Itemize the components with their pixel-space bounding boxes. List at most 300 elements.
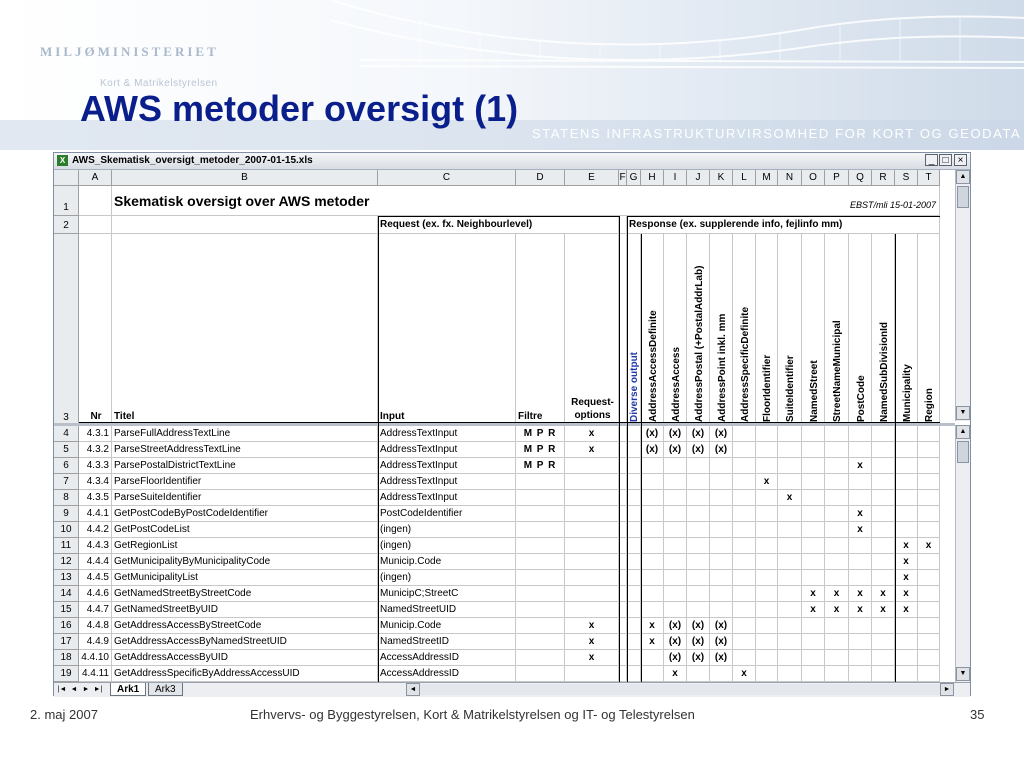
cell-response-mark[interactable] xyxy=(687,602,710,618)
cell-response-mark[interactable] xyxy=(664,602,687,618)
cell-response-mark[interactable] xyxy=(778,570,802,586)
cell-response-mark[interactable] xyxy=(733,650,756,666)
cell-response-mark[interactable] xyxy=(687,522,710,538)
cell-response-mark[interactable] xyxy=(733,618,756,634)
cell-response-mark[interactable] xyxy=(641,666,664,682)
cell-filtre[interactable]: M P R xyxy=(516,426,565,442)
cell-request-options[interactable]: x xyxy=(565,650,619,666)
cell-response-mark[interactable] xyxy=(825,442,849,458)
cell-request-options[interactable] xyxy=(565,490,619,506)
cell-response-mark[interactable] xyxy=(687,554,710,570)
cell-nr[interactable]: 4.3.3 xyxy=(79,458,112,474)
cell-titel[interactable]: GetPostCodeList xyxy=(112,522,378,538)
cell-response-mark[interactable] xyxy=(918,634,940,650)
cell-response-mark[interactable] xyxy=(872,458,895,474)
cell-response-mark[interactable] xyxy=(733,522,756,538)
column-header-c[interactable]: C xyxy=(378,170,516,186)
cell-response-mark[interactable] xyxy=(778,634,802,650)
cell-response-mark[interactable] xyxy=(918,650,940,666)
cell-filtre[interactable] xyxy=(516,618,565,634)
cell-titel[interactable]: ParseFullAddressTextLine xyxy=(112,426,378,442)
cell-response-mark[interactable] xyxy=(802,522,825,538)
cell-response-mark[interactable] xyxy=(756,634,778,650)
cell-response-mark[interactable] xyxy=(802,634,825,650)
cell-response-mark[interactable] xyxy=(627,586,641,602)
cell-response-mark[interactable]: (x) xyxy=(641,426,664,442)
cell-titel[interactable]: ParseStreetAddressTextLine xyxy=(112,442,378,458)
maximize-button[interactable]: □ xyxy=(939,154,952,166)
cell-response-mark[interactable] xyxy=(778,666,802,682)
cell-nr[interactable]: 4.4.5 xyxy=(79,570,112,586)
cell-response-mark[interactable] xyxy=(687,666,710,682)
cell-response-mark[interactable] xyxy=(641,474,664,490)
cell-response-mark[interactable] xyxy=(710,602,733,618)
cell-response-mark[interactable] xyxy=(778,650,802,666)
cell-response-mark[interactable] xyxy=(710,586,733,602)
cell-titel[interactable]: GetAddressAccessByUID xyxy=(112,650,378,666)
cell-filtre[interactable] xyxy=(516,474,565,490)
cell-response-mark[interactable] xyxy=(627,554,641,570)
cell-response-mark[interactable] xyxy=(756,538,778,554)
cell-response-mark[interactable]: x xyxy=(802,602,825,618)
cell-input[interactable]: AddressTextInput xyxy=(378,474,516,490)
cell-response-mark[interactable] xyxy=(664,538,687,554)
cell-filtre[interactable] xyxy=(516,634,565,650)
cell-filtre[interactable] xyxy=(516,522,565,538)
cell-response-mark[interactable] xyxy=(627,570,641,586)
cell-input[interactable]: AddressTextInput xyxy=(378,490,516,506)
cell-input[interactable]: (ingen) xyxy=(378,570,516,586)
vertical-scrollbar-bottom[interactable] xyxy=(955,425,970,682)
pane-split-line[interactable] xyxy=(54,423,955,426)
cell-input[interactable]: AddressTextInput xyxy=(378,442,516,458)
cell-response-mark[interactable] xyxy=(825,506,849,522)
cell-response-mark[interactable] xyxy=(825,554,849,570)
cell-response-mark[interactable]: x xyxy=(849,602,872,618)
horizontal-scroll-track[interactable] xyxy=(420,684,940,695)
row-header-10[interactable]: 10 xyxy=(54,522,79,538)
cell-filtre[interactable] xyxy=(516,602,565,618)
cell-request-options[interactable] xyxy=(565,602,619,618)
cell-response-mark[interactable]: (x) xyxy=(664,618,687,634)
cell-titel[interactable]: GetMunicipalityByMunicipalityCode xyxy=(112,554,378,570)
cell-response-mark[interactable] xyxy=(918,570,940,586)
cell-response-mark[interactable] xyxy=(641,602,664,618)
cell-response-mark[interactable] xyxy=(778,538,802,554)
cell-response-mark[interactable] xyxy=(733,554,756,570)
cell-response-mark[interactable] xyxy=(778,426,802,442)
cell-response-mark[interactable]: x xyxy=(641,634,664,650)
cell-response-mark[interactable] xyxy=(710,522,733,538)
cell-response-mark[interactable] xyxy=(825,474,849,490)
cell-response-mark[interactable] xyxy=(778,554,802,570)
cell-nr[interactable]: 4.3.2 xyxy=(79,442,112,458)
cell-response-mark[interactable] xyxy=(918,490,940,506)
cell-input[interactable]: PostCodeIdentifier xyxy=(378,506,516,522)
cell-response-mark[interactable] xyxy=(849,474,872,490)
cell-response-mark[interactable]: (x) xyxy=(687,442,710,458)
cell-response-mark[interactable] xyxy=(756,666,778,682)
cell-titel[interactable]: GetNamedStreetByStreetCode xyxy=(112,586,378,602)
cell-response-mark[interactable] xyxy=(802,650,825,666)
cell-response-mark[interactable] xyxy=(687,506,710,522)
cell-titel[interactable]: ParsePostalDistrictTextLine xyxy=(112,458,378,474)
cell-response-mark[interactable] xyxy=(918,474,940,490)
row-header-1[interactable]: 1 xyxy=(54,186,79,216)
cell-response-mark[interactable] xyxy=(849,426,872,442)
cell-response-mark[interactable] xyxy=(872,650,895,666)
cell-nr[interactable]: 4.4.11 xyxy=(79,666,112,682)
cell-titel[interactable]: GetAddressAccessByNamedStreetUID xyxy=(112,634,378,650)
cell-response-mark[interactable] xyxy=(687,474,710,490)
cell-response-mark[interactable] xyxy=(733,458,756,474)
column-header-r[interactable]: R xyxy=(872,170,895,186)
cell-response-mark[interactable] xyxy=(778,506,802,522)
cell-response-mark[interactable]: x xyxy=(825,602,849,618)
row-header-14[interactable]: 14 xyxy=(54,586,79,602)
cell-col-f[interactable] xyxy=(619,538,627,554)
last-sheet-button[interactable]: ►| xyxy=(93,686,103,693)
cell-response-mark[interactable]: (x) xyxy=(687,634,710,650)
cell-response-mark[interactable] xyxy=(918,458,940,474)
cell-titel[interactable]: GetAddressAccessByStreetCode xyxy=(112,618,378,634)
cell-input[interactable]: AccessAddressID xyxy=(378,666,516,682)
cell-response-mark[interactable]: x xyxy=(778,490,802,506)
cell-response-mark[interactable] xyxy=(849,618,872,634)
cell-response-mark[interactable] xyxy=(872,474,895,490)
cell-response-mark[interactable] xyxy=(627,666,641,682)
cell-response-mark[interactable] xyxy=(687,458,710,474)
cell-response-mark[interactable]: (x) xyxy=(641,442,664,458)
cell-response-mark[interactable] xyxy=(895,474,918,490)
cell-input[interactable]: Municip.Code xyxy=(378,618,516,634)
cell-col-f[interactable] xyxy=(619,522,627,538)
cell-response-mark[interactable] xyxy=(802,666,825,682)
cell-request-options[interactable] xyxy=(565,666,619,682)
cell-nr[interactable]: 4.4.6 xyxy=(79,586,112,602)
row-header-4[interactable]: 4 xyxy=(54,426,79,442)
cell-col-f[interactable] xyxy=(619,602,627,618)
cell-col-f[interactable] xyxy=(619,650,627,666)
cell-request-options[interactable] xyxy=(565,570,619,586)
cell-response-mark[interactable]: (x) xyxy=(710,634,733,650)
cell-response-mark[interactable] xyxy=(664,522,687,538)
cell-response-mark[interactable] xyxy=(664,474,687,490)
next-sheet-button[interactable]: ► xyxy=(82,686,90,693)
cell-response-mark[interactable] xyxy=(733,586,756,602)
cell-response-mark[interactable] xyxy=(627,618,641,634)
cell-response-mark[interactable] xyxy=(872,442,895,458)
cell-response-mark[interactable] xyxy=(872,554,895,570)
cell-col-f[interactable] xyxy=(619,442,627,458)
cell-response-mark[interactable] xyxy=(733,506,756,522)
cell-response-mark[interactable] xyxy=(849,650,872,666)
cell-response-mark[interactable]: x xyxy=(849,586,872,602)
cell-response-mark[interactable] xyxy=(849,442,872,458)
cell-input[interactable]: Municip.Code xyxy=(378,554,516,570)
cell-response-mark[interactable] xyxy=(849,634,872,650)
column-header-m[interactable]: M xyxy=(756,170,778,186)
column-header-f[interactable]: F xyxy=(619,170,627,186)
cell-filtre[interactable] xyxy=(516,554,565,570)
cell-response-mark[interactable] xyxy=(733,442,756,458)
cell-response-mark[interactable] xyxy=(825,538,849,554)
cell-nr[interactable]: 4.4.10 xyxy=(79,650,112,666)
cell-titel[interactable]: ParseFloorIdentifier xyxy=(112,474,378,490)
cell-input[interactable]: AccessAddressID xyxy=(378,650,516,666)
cell-response-mark[interactable] xyxy=(778,618,802,634)
cell-titel[interactable]: GetNamedStreetByUID xyxy=(112,602,378,618)
cell-response-mark[interactable] xyxy=(825,570,849,586)
cell-response-mark[interactable] xyxy=(733,538,756,554)
cell-response-mark[interactable] xyxy=(802,490,825,506)
cell-response-mark[interactable] xyxy=(918,522,940,538)
cell-response-mark[interactable] xyxy=(664,458,687,474)
row-header-7[interactable]: 7 xyxy=(54,474,79,490)
cell-filtre[interactable] xyxy=(516,650,565,666)
cell-response-mark[interactable] xyxy=(825,490,849,506)
minimize-button[interactable]: _ xyxy=(925,154,938,166)
cell-col-f[interactable] xyxy=(619,490,627,506)
cell-nr[interactable]: 4.4.4 xyxy=(79,554,112,570)
cell-response-mark[interactable] xyxy=(710,490,733,506)
cell-col-f[interactable] xyxy=(619,458,627,474)
row-header-2[interactable]: 2 xyxy=(54,216,79,234)
cell-response-mark[interactable] xyxy=(802,570,825,586)
cell-request-options[interactable]: x xyxy=(565,618,619,634)
cell-response-mark[interactable] xyxy=(825,650,849,666)
cell-response-mark[interactable] xyxy=(872,426,895,442)
cell-response-mark[interactable] xyxy=(664,570,687,586)
cell-response-mark[interactable] xyxy=(802,426,825,442)
cell-response-mark[interactable]: (x) xyxy=(710,650,733,666)
cell-response-mark[interactable] xyxy=(895,666,918,682)
cell-col-f[interactable] xyxy=(619,554,627,570)
cell-request-options[interactable] xyxy=(565,458,619,474)
scroll-left-arrow[interactable]: ◄ xyxy=(406,683,420,696)
cell-response-mark[interactable] xyxy=(756,442,778,458)
cell-response-mark[interactable]: x xyxy=(641,618,664,634)
cell-request-options[interactable] xyxy=(565,586,619,602)
cell-nr[interactable]: 4.4.3 xyxy=(79,538,112,554)
cell-input[interactable]: NamedStreetUID xyxy=(378,602,516,618)
cell-response-mark[interactable] xyxy=(627,650,641,666)
cell-filtre[interactable] xyxy=(516,586,565,602)
row-header-8[interactable]: 8 xyxy=(54,490,79,506)
column-header-i[interactable]: I xyxy=(664,170,687,186)
cell-response-mark[interactable] xyxy=(756,650,778,666)
scroll-right-arrow[interactable]: ► xyxy=(940,683,954,696)
cell-response-mark[interactable] xyxy=(756,570,778,586)
cell-col-f[interactable] xyxy=(619,634,627,650)
scroll-down-arrow-bottom[interactable]: ▼ xyxy=(956,667,970,681)
cell-response-mark[interactable] xyxy=(687,586,710,602)
cell-response-mark[interactable] xyxy=(687,538,710,554)
cell-response-mark[interactable] xyxy=(778,442,802,458)
cell-filtre[interactable]: M P R xyxy=(516,442,565,458)
cell-response-mark[interactable]: x xyxy=(664,666,687,682)
cell-response-mark[interactable] xyxy=(895,426,918,442)
cell-request-options[interactable] xyxy=(565,474,619,490)
cell-response-mark[interactable]: x xyxy=(895,602,918,618)
cell-response-mark[interactable] xyxy=(872,506,895,522)
cell-request-options[interactable] xyxy=(565,506,619,522)
cell-response-mark[interactable]: (x) xyxy=(664,634,687,650)
cell-nr[interactable]: 4.3.1 xyxy=(79,426,112,442)
cell-response-mark[interactable] xyxy=(895,522,918,538)
column-header-d[interactable]: D xyxy=(516,170,565,186)
cell-input[interactable]: (ingen) xyxy=(378,538,516,554)
column-header-g[interactable]: G xyxy=(627,170,641,186)
cell-nr[interactable]: 4.3.5 xyxy=(79,490,112,506)
cell-response-mark[interactable] xyxy=(895,458,918,474)
cell-response-mark[interactable] xyxy=(733,634,756,650)
cell-response-mark[interactable]: (x) xyxy=(664,426,687,442)
cell-response-mark[interactable] xyxy=(627,506,641,522)
cell-response-mark[interactable] xyxy=(825,634,849,650)
select-all-corner[interactable] xyxy=(54,170,79,186)
cell-response-mark[interactable]: x xyxy=(756,474,778,490)
cell-response-mark[interactable] xyxy=(825,666,849,682)
cell-response-mark[interactable]: (x) xyxy=(687,618,710,634)
cell-response-mark[interactable] xyxy=(918,602,940,618)
cell-response-mark[interactable] xyxy=(641,570,664,586)
cell-response-mark[interactable]: x xyxy=(895,570,918,586)
column-header-e[interactable]: E xyxy=(565,170,619,186)
cell-response-mark[interactable] xyxy=(849,554,872,570)
cell-response-mark[interactable]: x xyxy=(849,458,872,474)
cell-response-mark[interactable]: (x) xyxy=(687,650,710,666)
cell-response-mark[interactable] xyxy=(733,602,756,618)
cell-nr[interactable]: 4.4.1 xyxy=(79,506,112,522)
cell-response-mark[interactable] xyxy=(756,602,778,618)
column-header-a[interactable]: A xyxy=(79,170,112,186)
cell-filtre[interactable] xyxy=(516,490,565,506)
row-header-17[interactable]: 17 xyxy=(54,634,79,650)
cell-response-mark[interactable] xyxy=(627,634,641,650)
cell-response-mark[interactable] xyxy=(778,602,802,618)
cell-response-mark[interactable]: (x) xyxy=(710,426,733,442)
cell-response-mark[interactable] xyxy=(641,554,664,570)
cell-response-mark[interactable] xyxy=(895,634,918,650)
cell-response-mark[interactable] xyxy=(778,474,802,490)
cell-response-mark[interactable] xyxy=(872,666,895,682)
cell-input[interactable]: MunicipC;StreetC xyxy=(378,586,516,602)
cell-response-mark[interactable] xyxy=(872,634,895,650)
cell-input[interactable]: AddressTextInput xyxy=(378,458,516,474)
cell-col-f[interactable] xyxy=(619,586,627,602)
vertical-scrollbar-top[interactable] xyxy=(955,170,970,421)
cell-filtre[interactable] xyxy=(516,506,565,522)
cell-response-mark[interactable] xyxy=(641,506,664,522)
scroll-down-arrow-top[interactable]: ▼ xyxy=(956,406,970,420)
cell-response-mark[interactable] xyxy=(802,474,825,490)
cell-response-mark[interactable] xyxy=(849,490,872,506)
cell-nr[interactable]: 4.4.2 xyxy=(79,522,112,538)
row-header-16[interactable]: 16 xyxy=(54,618,79,634)
scroll-thumb-bottom[interactable] xyxy=(957,441,969,463)
cell-response-mark[interactable] xyxy=(627,458,641,474)
cell-response-mark[interactable] xyxy=(825,522,849,538)
cell-response-mark[interactable] xyxy=(641,586,664,602)
cell-response-mark[interactable] xyxy=(918,554,940,570)
cell-response-mark[interactable] xyxy=(641,458,664,474)
cell-response-mark[interactable] xyxy=(756,490,778,506)
cell-response-mark[interactable] xyxy=(710,538,733,554)
column-header-b[interactable]: B xyxy=(112,170,378,186)
cell-input[interactable]: AddressTextInput xyxy=(378,426,516,442)
row-header-15[interactable]: 15 xyxy=(54,602,79,618)
cell-response-mark[interactable] xyxy=(872,618,895,634)
cell-response-mark[interactable] xyxy=(802,538,825,554)
cell-nr[interactable]: 4.3.4 xyxy=(79,474,112,490)
cell-response-mark[interactable] xyxy=(641,538,664,554)
cell-response-mark[interactable] xyxy=(872,538,895,554)
row-header-12[interactable]: 12 xyxy=(54,554,79,570)
cell-response-mark[interactable] xyxy=(918,506,940,522)
cell-response-mark[interactable] xyxy=(756,522,778,538)
column-header-p[interactable]: P xyxy=(825,170,849,186)
row-header-6[interactable]: 6 xyxy=(54,458,79,474)
column-header-o[interactable]: O xyxy=(802,170,825,186)
cell-response-mark[interactable] xyxy=(895,490,918,506)
cell-response-mark[interactable] xyxy=(918,586,940,602)
cell-response-mark[interactable] xyxy=(664,586,687,602)
sheet-tab-ark3[interactable]: Ark3 xyxy=(148,683,183,696)
cell-response-mark[interactable] xyxy=(627,490,641,506)
cell-response-mark[interactable] xyxy=(627,522,641,538)
cell-titel[interactable]: GetMunicipalityList xyxy=(112,570,378,586)
cell-response-mark[interactable] xyxy=(802,618,825,634)
cell-response-mark[interactable] xyxy=(756,586,778,602)
cell-response-mark[interactable]: x xyxy=(825,586,849,602)
cell-response-mark[interactable]: x xyxy=(802,586,825,602)
column-header-n[interactable]: N xyxy=(778,170,802,186)
cell-col-f[interactable] xyxy=(619,666,627,682)
scroll-up-arrow-top[interactable]: ▲ xyxy=(956,170,970,184)
column-header-q[interactable]: Q xyxy=(849,170,872,186)
cell-response-mark[interactable]: (x) xyxy=(710,442,733,458)
cell-response-mark[interactable] xyxy=(641,490,664,506)
column-header-t[interactable]: T xyxy=(918,170,940,186)
close-button[interactable]: × xyxy=(954,154,967,166)
scroll-thumb-top[interactable] xyxy=(957,186,969,208)
cell-response-mark[interactable] xyxy=(733,570,756,586)
cell-response-mark[interactable]: (x) xyxy=(687,426,710,442)
cell-filtre[interactable]: M P R xyxy=(516,458,565,474)
cell-response-mark[interactable]: x xyxy=(872,586,895,602)
cell-response-mark[interactable] xyxy=(825,618,849,634)
column-header-l[interactable]: L xyxy=(733,170,756,186)
cell-response-mark[interactable] xyxy=(825,458,849,474)
cell-input[interactable]: NamedStreetID xyxy=(378,634,516,650)
row-header-5[interactable]: 5 xyxy=(54,442,79,458)
cell-response-mark[interactable] xyxy=(802,458,825,474)
cell-response-mark[interactable] xyxy=(641,522,664,538)
cell-response-mark[interactable]: x xyxy=(733,666,756,682)
cell-filtre[interactable] xyxy=(516,538,565,554)
cell-response-mark[interactable] xyxy=(918,618,940,634)
cell-response-mark[interactable] xyxy=(710,666,733,682)
cell-response-mark[interactable] xyxy=(756,618,778,634)
cell-response-mark[interactable] xyxy=(756,554,778,570)
cell-response-mark[interactable]: (x) xyxy=(664,650,687,666)
window-title-bar[interactable] xyxy=(54,153,970,170)
cell-nr[interactable]: 4.4.9 xyxy=(79,634,112,650)
cell-response-mark[interactable] xyxy=(710,570,733,586)
cell-response-mark[interactable]: x xyxy=(849,522,872,538)
cell-response-mark[interactable] xyxy=(918,426,940,442)
